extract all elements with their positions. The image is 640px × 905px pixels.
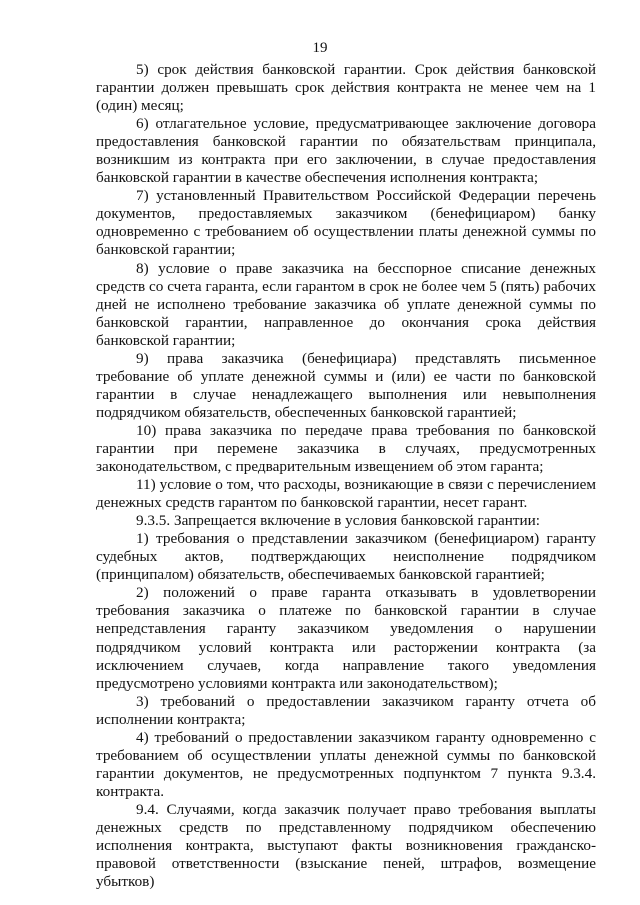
paragraph-item-7: 7) установленный Правительством Российской Федерации перечень документов, предоставляемых заказчиком (бенефициаром) банку одновременно с требованием об осуществлении платы денежной суммы по банковской гарантии;: [96, 187, 596, 259]
paragraph-item-5: 5) срок действия банковской гарантии. Срок действия банковской гарантии должен превышать срок действия контракта не менее чем на 1 (один) месяц;: [96, 61, 596, 115]
prohibition-item-1: 1) требования о представлении заказчиком (бенефициаром) гаранту судебных актов, подтверждающих неисполнение подрядчиком (принципалом) обязательств, обеспечиваемых банковской гарантией;: [96, 530, 596, 584]
page-number: 19: [312, 40, 328, 56]
prohibition-item-4: 4) требований о предоставлении заказчиком гаранту одновременно с требованием об осуществлении уплаты денежной суммы по банковской гарантии документов, не предусмотренных подпунктом 7 пункта 9.3.4. контракта.: [96, 728, 596, 800]
prohibition-item-2: 2) положений о праве гаранта отказывать в удовлетворении требования заказчика о платеже по банковской гарантии в случае непредставления гаранту заказчиком уведомления о нарушении подрядчиком условий контракта или расторжении контракта (за исключением случаев, когда направление такого уведомления предусмотрено условиями контракта или законодательством);: [96, 584, 596, 692]
paragraph-item-9: 9) права заказчика (бенефициара) представлять письменное требование об уплате денежной суммы и (или) ее части по банковской гарантии в случае ненадлежащего выполнения или невыполнения подрядчиком обязательств, обеспеченных банковской гарантией;: [96, 349, 596, 421]
document-body: [96, 61, 596, 891]
paragraph-item-10: 10) права заказчика по передаче права требования по банковской гарантии при перемене заказчика в случаях, предусмотренных законодательством, с предварительным извещением об этом гаранта;: [96, 421, 596, 476]
paragraph-item-6: 6) отлагательное условие, предусматривающее заключение договора предоставления банковской гарантии по обязательствам принципала, возникшим из контракта при его заключении, в случае предоставления банковской гарантии в качестве обеспечения исполнения контракта;: [96, 115, 596, 187]
paragraph-item-11: 11) условие о том, что расходы, возникающие в связи с перечислением денежных средств гарантом по банковской гарантии, несет гарант.: [96, 476, 596, 512]
paragraph-item-8: 8) условие о праве заказчика на бесспорное списание денежных средств со счета гаранта, если гарантом в срок не более чем 5 (пять) рабочих дней не исполнено требование заказчика об уплате денежной суммы по банковской гарантии, направленное до окончания срока действия банковской гарантии;: [96, 259, 596, 349]
section-heading-9-3-5: 9.3.5. Запрещается включение в условия банковской гарантии:: [136, 512, 541, 530]
prohibition-item-3: 3) требований о предоставлении заказчиком гаранту отчета об исполнении контракта;: [96, 692, 596, 728]
section-9-4-paragraph: 9.4. Случаями, когда заказчик получает право требования выплаты денежных средств по представленному подрядчиком обеспечению исполнения контракта, выступают факты возникновения гражданско-правовой ответственности (взыскание пеней, штрафов, возмещение убытков): [96, 800, 596, 891]
